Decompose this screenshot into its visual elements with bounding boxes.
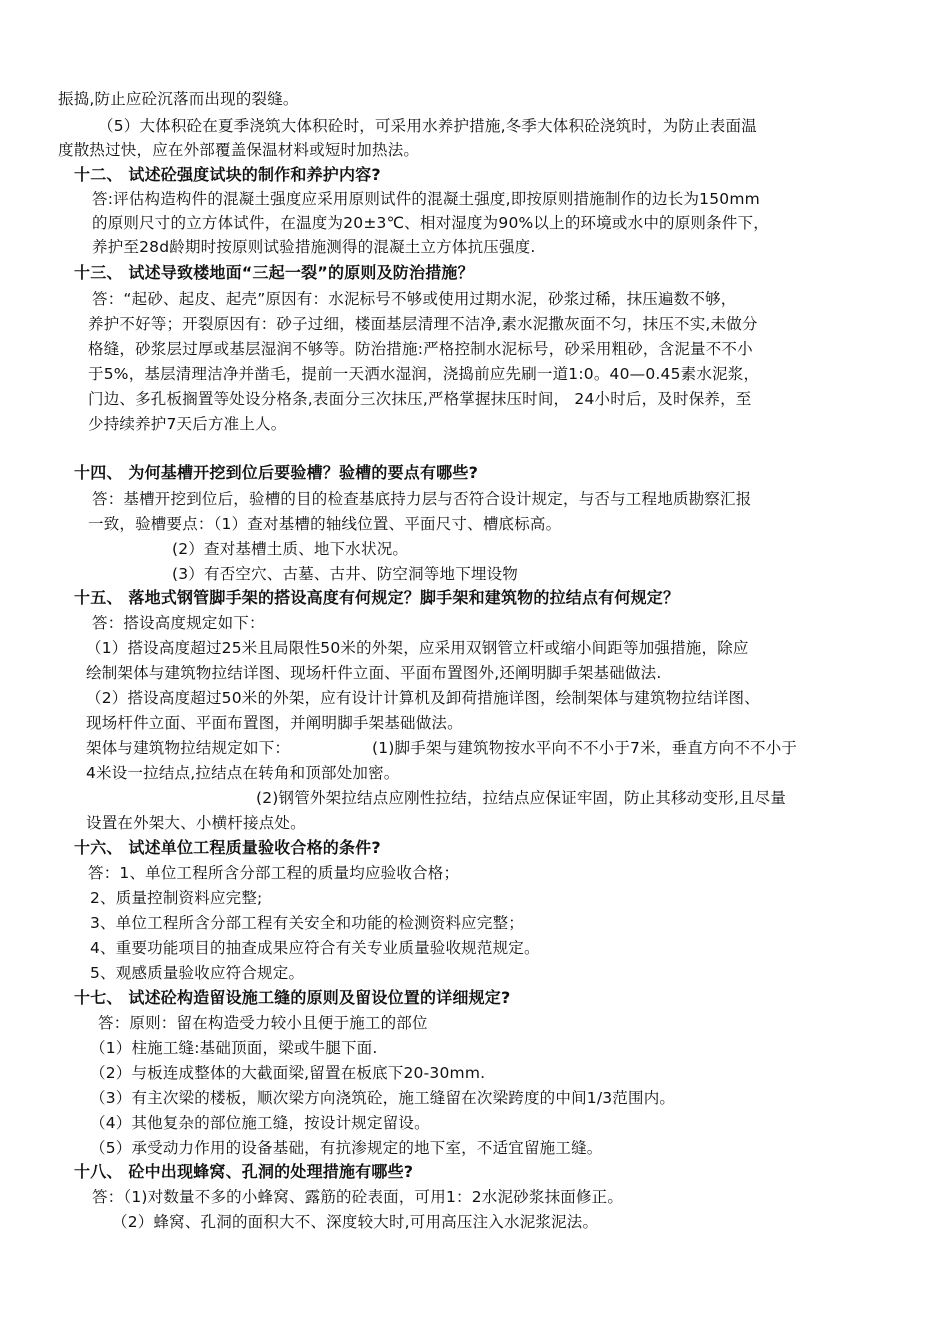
text-line: 4米设一拉结点,拉结点在转角和顶部处加密。 [86,764,400,782]
text-line: 答：“起砂、起皮、起壳”原因有：水泥标号不够或使用过期水泥，砂浆过稀，抹压遍数不够， [92,290,737,308]
text-line: 答:评估构造构件的混凝土强度应采用原则试件的混凝土强度,即按原则措施制作的边长为150mm [92,190,760,208]
text-line: （1）柱施工缝:基础顶面，梁或牛腿下面. [90,1039,378,1057]
text-line: 答：基槽开挖到位后，验槽的目的检查基底持力层与否符合设计规定，与否与工程地质勘察汇报 [92,490,752,508]
text-line: （5）大体积砼在夏季浇筑大体积砼时，可采用水养护措施,冬季大体积砼浇筑时，为防止表面温 [98,117,757,135]
text-line: （1）搭设高度超过25米且局限性50米的外架，应采用双钢管立杆或缩小间距等加强措施，除应 [86,639,749,657]
text-line: （5）承受动力作用的设备基础，有抗渗规定的地下室，不适宜留施工缝。 [90,1139,603,1157]
text-line: 架体与建筑物拉结规定如下： [86,739,291,757]
text-line: （2）蜂窝、孔洞的面积大不、深度较大时,可用高压注入水泥浆泥法。 [112,1213,599,1231]
section-heading-12: 十二、 试述砼强度试块的制作和养护内容? [74,165,381,184]
section-heading-16: 十六、 试述单位工程质量验收合格的条件? [74,838,381,857]
text-line: 现场杆件立面、平面布置图，并阐明脚手架基础做法。 [86,714,463,732]
text-line: 一致，验槽要点：（1）查对基槽的轴线位置、平面尺寸、槽底标高。 [88,515,562,533]
text-line: 答：原则：留在构造受力较小且便于施工的部位 [98,1014,428,1032]
text-line: （2）搭设高度超过50米的外架，应有设计计算机及卸荷措施详图，绘制架体与建筑物拉结详图、 [86,689,760,707]
text-line: 5、观感质量验收应符合规定。 [90,964,305,982]
text-line: 振捣,防止应砼沉落而出现的裂缝。 [58,90,299,108]
text-line: 少持续养护7天后方准上人。 [88,415,287,433]
section-heading-18: 十八、 砼中出现蜂窝、孔洞的处理措施有哪些? [74,1162,414,1181]
text-line: （2）与板连成整体的大截面梁,留置在板底下20-30mm. [90,1064,486,1082]
text-line: 格缝，砂浆层过厚或基层湿润不够等。防治措施:严格控制水泥标号，砂采用粗砂，含泥量不不小 [88,340,753,358]
text-line: (1)脚手架与建筑物按水平向不不小于7米，垂直方向不不小于 [372,739,798,757]
text-line: 养护至28d龄期时按原则试验措施测得的混凝土立方体抗压强度. [92,238,536,256]
text-line: 绘制架体与建筑物拉结详图、现场杆件立面、平面布置图外,还阐明脚手架基础做法. [86,664,662,682]
text-line: 2、质量控制资料应完整; [90,889,263,907]
text-line: 于5%，基层清理洁净并凿毛，提前一天洒水湿润，浇捣前应先刷一道1:0。40—0.45素水泥浆， [88,365,760,383]
section-heading-15: 十五、 落地式钢管脚手架的搭设高度有何规定？脚手架和建筑物的拉结点有何规定？ [74,588,680,607]
text-line: 答：1、单位工程所含分部工程的质量均应验收合格； [88,864,460,882]
section-heading-13: 十三、 试述导致楼地面“三起一裂”的原则及防治措施？ [74,263,474,282]
text-line: 的原则尺寸的立方体试件，在温度为20±3℃、相对湿度为90%以上的环境或水中的原则条件下， [92,214,769,232]
text-line: 设置在外架大、小横杆接点处。 [86,814,306,832]
text-line: (2）查对基槽土质、地下水状况。 [172,540,409,558]
text-line: (2)钢管外架拉结点应刚性拉结，拉结点应保证牢固，防止其移动变形,且尽量 [256,789,787,807]
text-line: 门边、多孔板搁置等处设分格条,表面分三次抹压,严格掌握抹压时间， 24小时后，及时保养，至 [88,390,752,408]
text-line: 度散热过快，应在外部覆盖保温材料或短时加热法。 [58,141,420,159]
text-line: (3）有否空穴、古墓、古井、防空洞等地下埋设物 [172,565,519,583]
text-line: （4）其他复杂的部位施工缝，按设计规定留设。 [90,1114,430,1132]
text-line: 答：搭设高度规定如下： [92,614,265,632]
text-line: 养护不好等；开裂原因有：砂子过细，楼面基层清理不洁净,素水泥撒灰面不匀，抹压不实,未做分 [88,315,758,333]
section-heading-14: 十四、 为何基槽开挖到位后要验槽？验槽的要点有哪些? [74,463,479,482]
text-line: 答：（1)对数量不多的小蜂窝、露筋的砼表面，可用1：2水泥砂浆抹面修正。 [92,1188,624,1206]
text-line: 4、重要功能项目的抽查成果应符合有关专业质量验收规范规定。 [90,939,540,957]
section-heading-17: 十七、 试述砼构造留设施工缝的原则及留设位置的详细规定? [74,988,511,1007]
text-line: （3）有主次梁的楼板，顺次梁方向浇筑砼，施工缝留在次梁跨度的中间1/3范围内。 [90,1089,676,1107]
text-line: 3、单位工程所含分部工程有关安全和功能的检测资料应完整； [90,914,524,932]
